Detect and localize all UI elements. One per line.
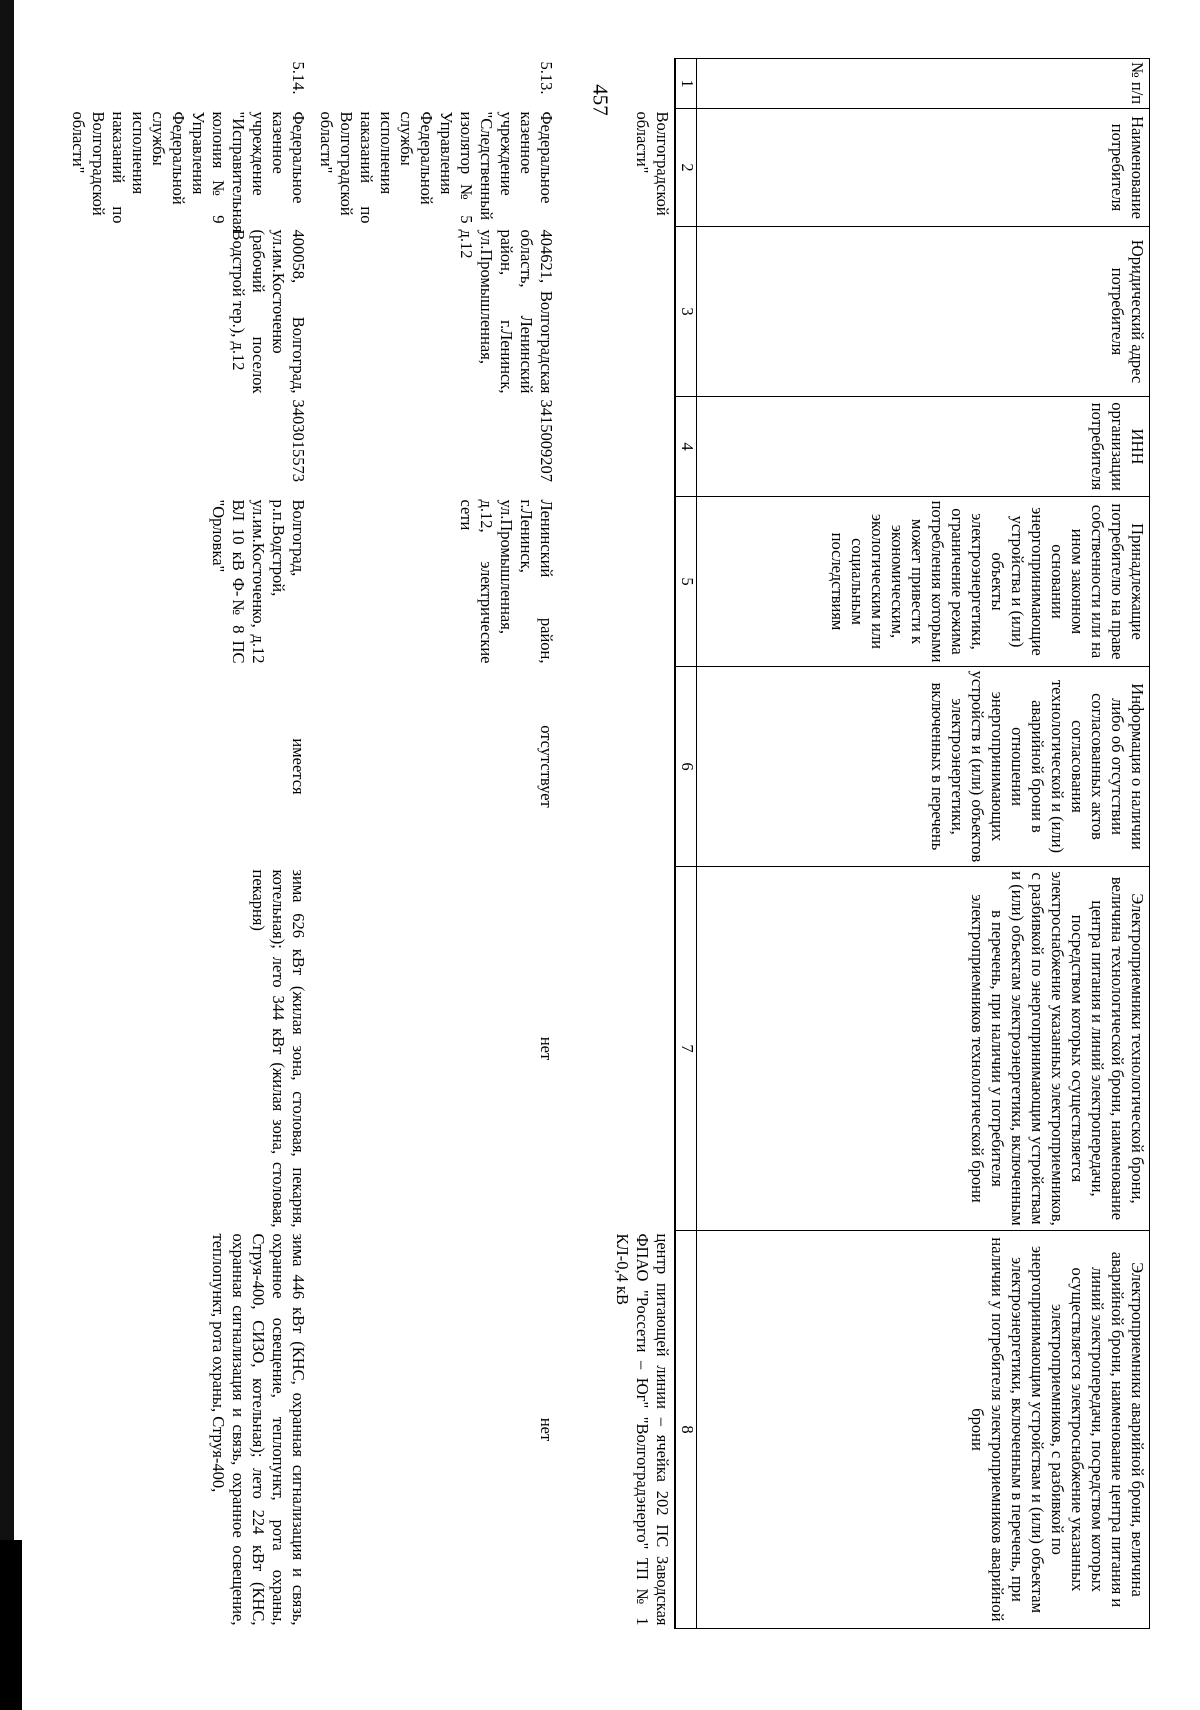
tech-reserve bbox=[576, 867, 675, 1231]
scan-page-edge-tail bbox=[0, 1540, 22, 1710]
column-number: 4 bbox=[675, 397, 697, 497]
emergency-reserve: нет bbox=[537, 1417, 556, 1442]
consumer-address bbox=[576, 227, 675, 397]
row-number: 5.13. bbox=[537, 61, 556, 95]
header-devices: Принадлежащие потребителю на праве собственности или на ином законном основании энергопринимающие устройства и (или) объекты электроэнергетики, ограничение режима потребления которыми может привести к экономическим, экологическим или социальным последствиям bbox=[697, 497, 1150, 667]
column-number: 5 bbox=[675, 497, 697, 667]
header-emergency-reserve: Электроприемники аварийной брони, величина аварийной брони, наименование центра питания и линий электропередачи, посредством которых осуществляется электроснабжение указанных электроприемников, с разбивкой по энергопринимающим устройствам и (или) объектам электроэнергетики, включенным в перечень, при наличии у потребителя электроприемников аварийной брони bbox=[697, 1231, 1150, 1629]
header-inn: ИНН организации потребителя bbox=[697, 397, 1150, 497]
header-tech-reserve: Электроприемники технологической брони, величина технологической брони, наименование центра питания и линий электропередачи, посредством которых осуществляется электроснабжение указанных электроприемников, с разбивкой по энергопринимающим устройствам и (или) объектам электроэнергетики, включенным в перечень, при наличии у потребителя электроприемников технологической брони bbox=[697, 867, 1150, 1231]
row-number bbox=[576, 59, 675, 109]
consumer-devices: Ленинский район, г.Ленинск, ул.Промышленная, д.12, электрические сети bbox=[457, 499, 556, 664]
header-num: № п/п bbox=[697, 59, 1150, 109]
column-number: 1 bbox=[675, 59, 697, 109]
agreement-status: отсутствует bbox=[537, 725, 556, 808]
tech-reserve: зима 626 кВт (жилая зона, столовая, пекарня, котельная); лето 344 кВт (жилая зона, столовая, пекарня) bbox=[249, 869, 308, 1228]
column-number: 2 bbox=[675, 109, 697, 227]
agreement-status: имеется bbox=[289, 738, 308, 795]
consumer-address: 404621, Волгоградская область, Ленинский район, г.Ленинск, ул.Промышленная, д.12 bbox=[457, 229, 556, 394]
emergency-reserve: центр питающей линии – ячейка 202 ПС Заводская ФПАО "Россети – Юг" "Волгоградэнерго" ТП № 1 КЛ-0,4 кВ bbox=[613, 1233, 672, 1626]
column-number: 6 bbox=[675, 667, 697, 867]
consumer-devices: Волгоград, р.п.Водстрой, ул.им.Косточенко, д.12 ВЛ 10 кВ Ф-№ 8 ПС "Орловка" bbox=[209, 499, 308, 664]
column-number-row bbox=[675, 59, 697, 1629]
header-agreement: Информация о наличии либо об отсутствии согласованных актов согласования технологической и (или) аварийной брони в отношении энергопринимающих устройств и (или) объектов электроэнергетики, включенных в перечень bbox=[697, 667, 1150, 867]
emergency-reserve: зима 446 кВт (КНС, охранная сигнализация и связь, охранное освещение, теплопункт, рота охраны, Струя-400, СИЗО, котельная); лето 224 кВт (КНС, охранная сигнализация и связь, охранное освещение, теплопункт, рота охраны, Струя-400, bbox=[209, 1233, 308, 1626]
page-number: 457 bbox=[588, 84, 613, 116]
table-row bbox=[314, 59, 576, 1629]
header-address: Юридический адрес потребителя bbox=[697, 227, 1150, 397]
header-name: Наименование потребителя bbox=[697, 109, 1150, 227]
tech-reserve: нет bbox=[537, 1036, 556, 1061]
consumer-name: Волгоградской области" bbox=[633, 111, 672, 216]
consumer-inn: 3415009207 bbox=[537, 399, 556, 482]
table-row bbox=[576, 59, 675, 1629]
consumer-inn: 3403015573 bbox=[289, 399, 308, 482]
consumer-inn bbox=[576, 397, 675, 497]
agreement-status bbox=[576, 667, 675, 867]
consumer-table bbox=[66, 58, 1150, 1629]
consumer-name: Федеральное казенное учреждение "Следственный изолятор № 5 Управления Федеральной службы исполнения наказаний по Волгоградской области" bbox=[317, 111, 556, 224]
column-number: 8 bbox=[675, 1231, 697, 1629]
consumer-address: 400058, Волгоград, ул.им.Косточенко (рабочий поселок Водстрой тер.), д.12 bbox=[229, 229, 308, 394]
rotated-table-container bbox=[69, 58, 1150, 1628]
row-number: 5.14. bbox=[289, 61, 308, 95]
scan-page-edge bbox=[0, 0, 14, 1710]
header-row bbox=[697, 59, 1150, 1629]
consumer-devices bbox=[576, 497, 675, 667]
table-row bbox=[66, 59, 314, 1629]
consumer-name: Федеральное казенное учреждение "Исправительная колония № 9 Управления Федеральной службы исполнения наказаний по Волгоградской области" bbox=[69, 111, 308, 233]
column-number: 7 bbox=[675, 867, 697, 1231]
column-number: 3 bbox=[675, 227, 697, 397]
